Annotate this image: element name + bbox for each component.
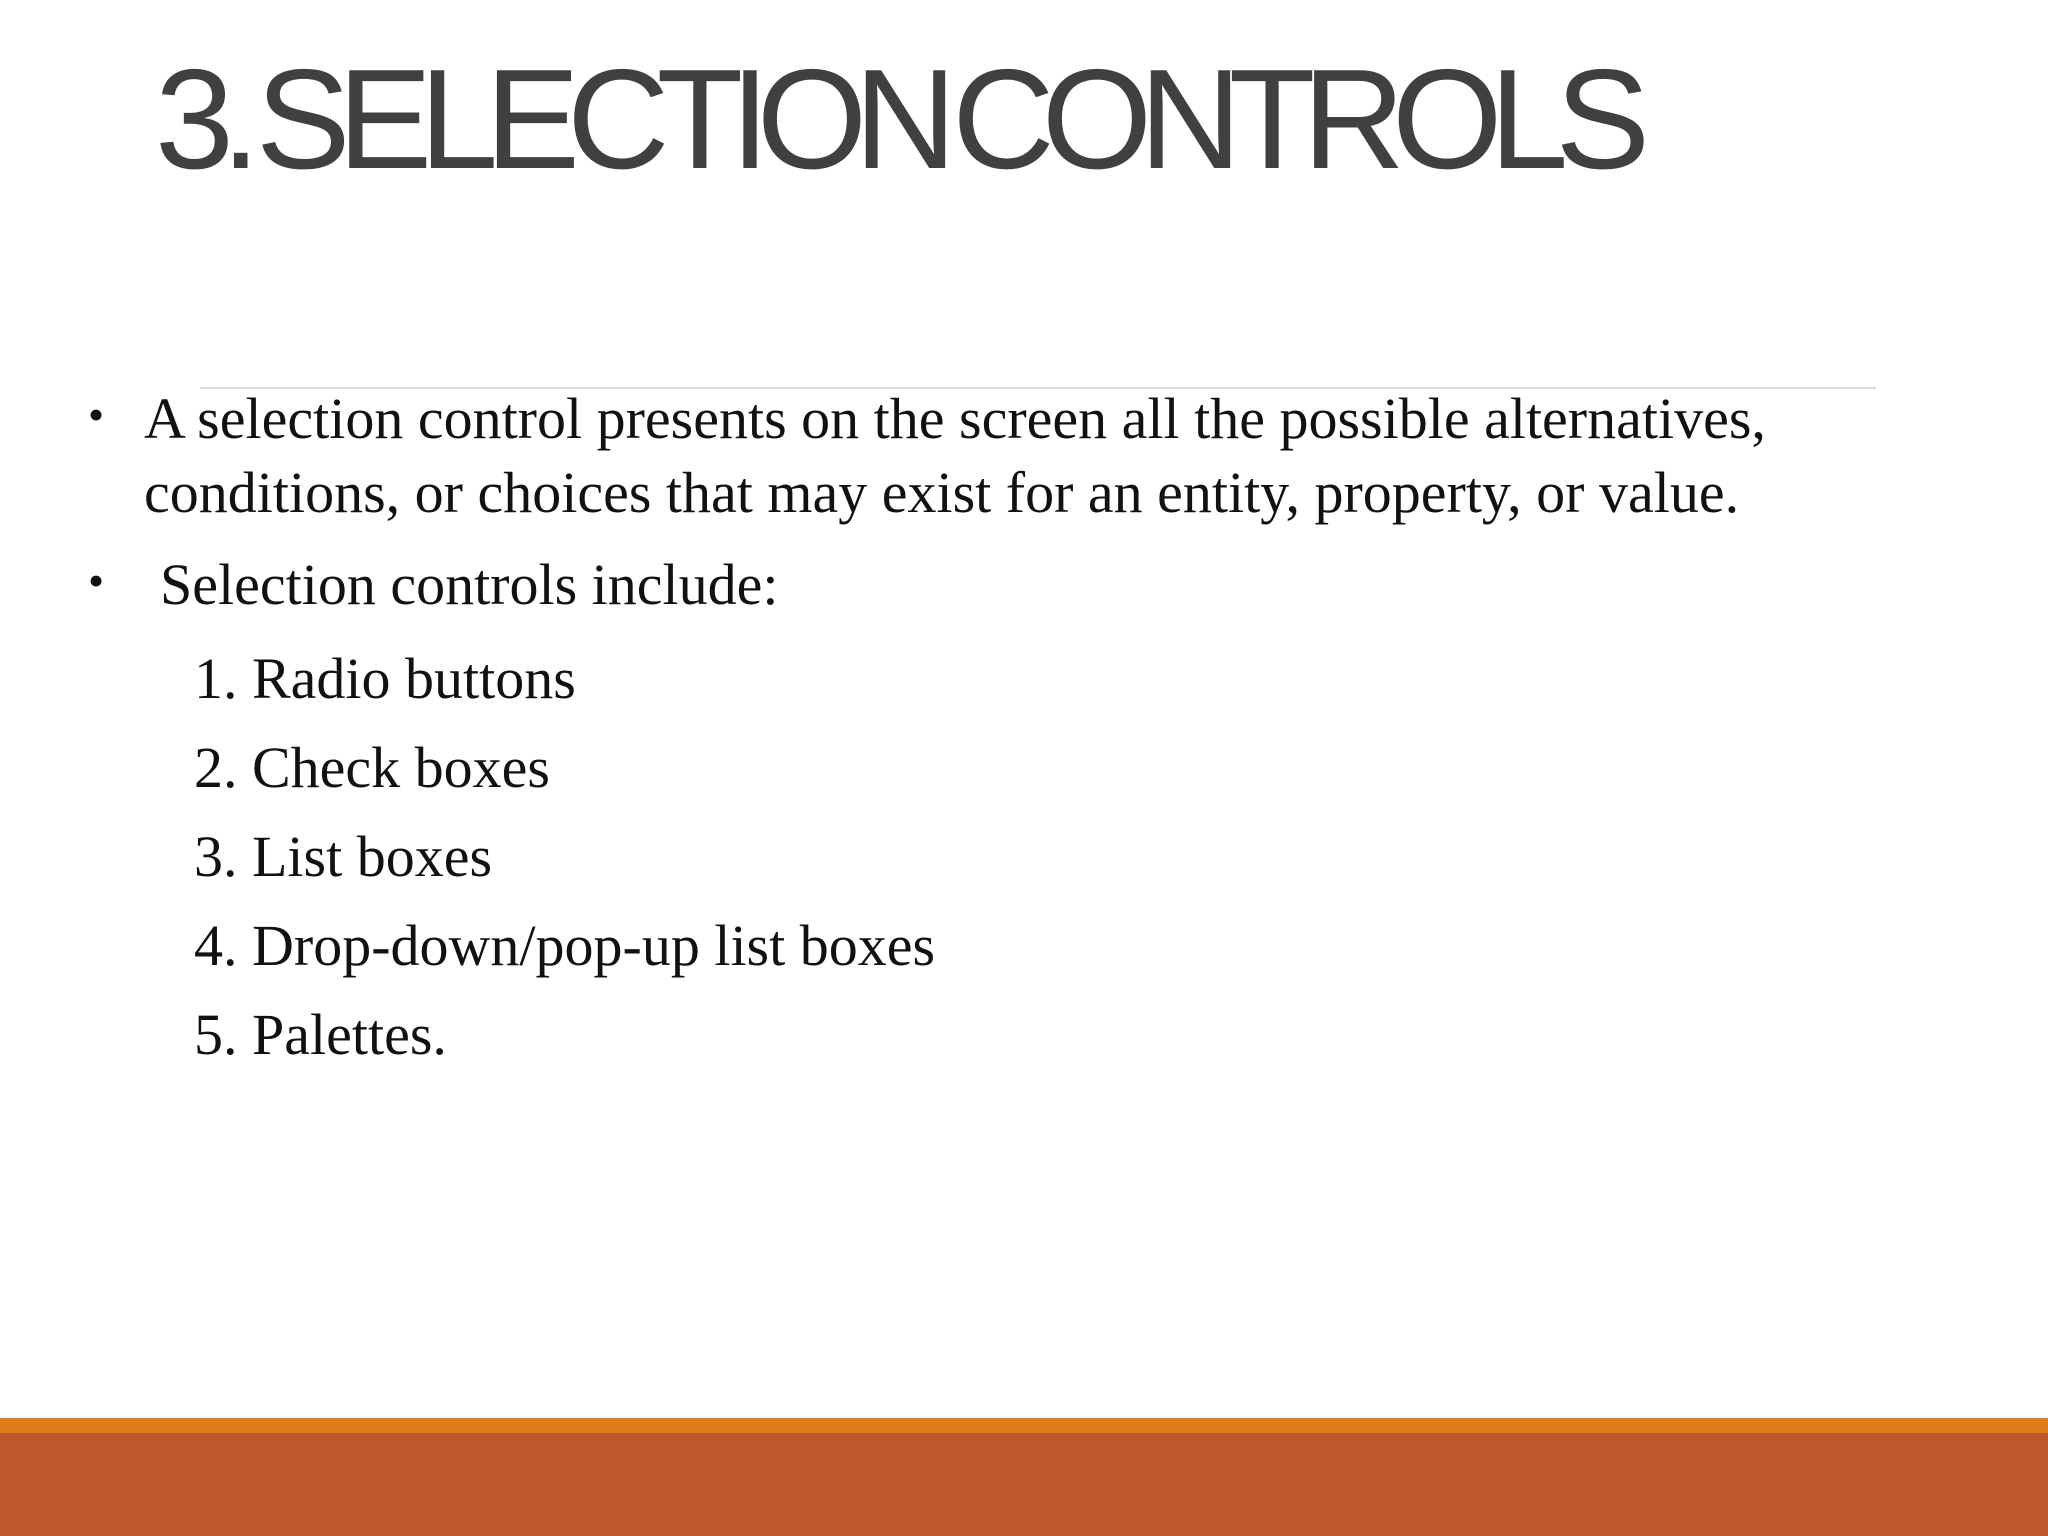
list-item: 3. List boxes [194,824,493,889]
footer-accent-band-top [0,1418,2048,1433]
slide-body [88,382,1988,1079]
footer-accent-band-bottom [0,1433,2048,1536]
bullet-item [88,548,1988,622]
list-item: 5. Palettes. [194,1002,447,1067]
slide-title: 3. SELECTION CONTROLS [155,40,1638,199]
list-item: 4. Drop-down/pop-up list boxes [194,913,936,978]
bullet-dot-icon: • [88,389,105,440]
bullet-dot-icon: • [88,555,105,606]
list-item: 2. Check boxes [194,735,550,800]
bullet-text: Selection controls include: [160,552,779,617]
selection-controls-list [88,634,1988,1079]
bullet-text: A selection control presents on the screen all the possible alternatives, conditions, or choices that may exist for an entity, property, or value. [144,386,1766,525]
bullet-item [88,382,1988,530]
list-item: 1. Radio buttons [194,646,576,711]
